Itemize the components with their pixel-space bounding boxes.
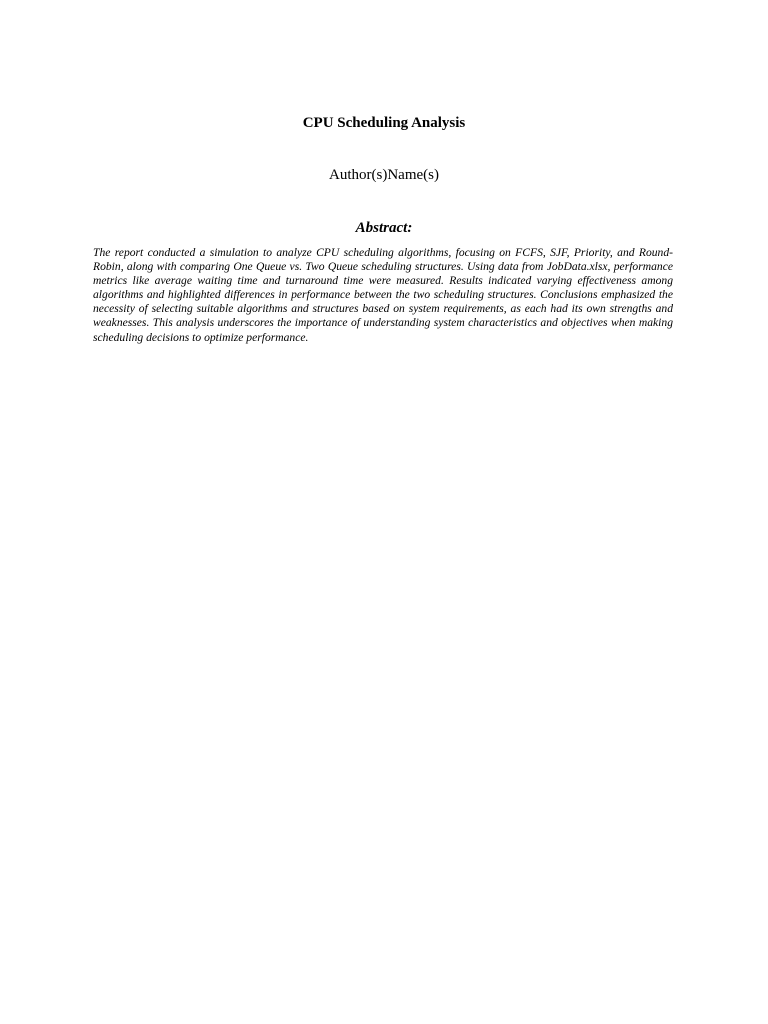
abstract-heading: Abstract:	[355, 220, 413, 236]
author-names: Author(s)Name(s)	[329, 167, 439, 183]
document-title: CPU Scheduling Analysis	[302, 115, 466, 131]
abstract-text: The report conducted a simulation to analyze CPU scheduling algorithms, focusing on FCFS, SJF, Priority, and Round-Robin, along with comparing One Queue vs. Two Queue scheduling structures. Using data from JobData.xlsx, performance metrics like average waiting time and turnaround time were measured. Results indicated varying effectiveness among algorithms and highlighted differences in performance between the two scheduling structures. Conclusions emphasized the necessity of selecting suitable algorithms and structures based on system requirements, as each had its own strengths and weaknesses. This analysis underscores the importance of understanding system characteristics and objectives when making scheduling decisions to optimize performance.	[93, 246, 673, 344]
